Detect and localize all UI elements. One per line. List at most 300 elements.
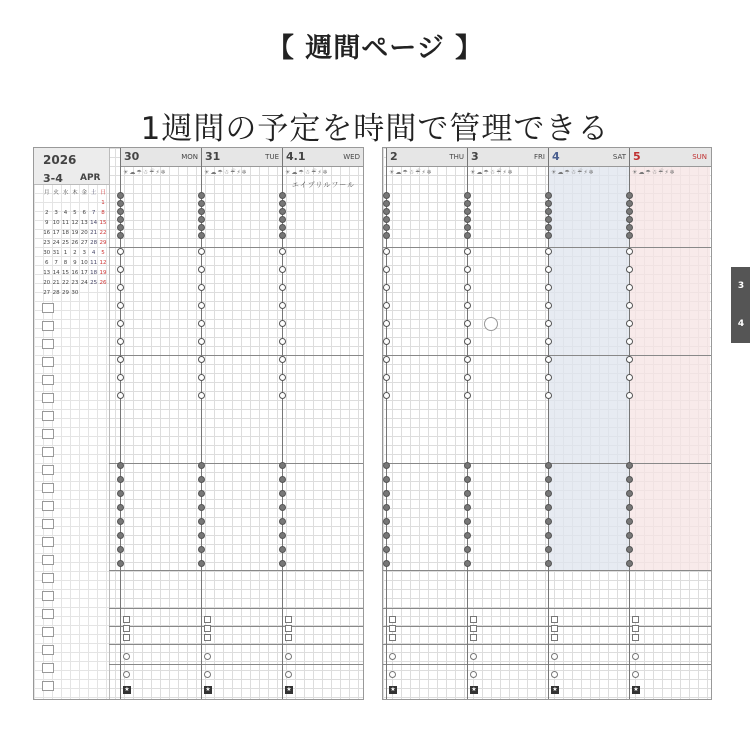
hour-marker	[117, 392, 124, 399]
day-number: 5	[633, 150, 641, 163]
hour-marker	[464, 320, 471, 327]
mini-calendar-day: 16	[43, 230, 51, 236]
hour-marker	[198, 532, 205, 539]
todo-checkbox[interactable]	[42, 321, 54, 331]
day-number: 31	[205, 150, 221, 163]
mood-face-icon[interactable]	[632, 625, 639, 632]
hour-marker	[198, 476, 205, 483]
hour-marker	[545, 224, 552, 231]
sidebar-header	[34, 148, 109, 185]
mood-face-icon[interactable]	[632, 616, 639, 623]
mini-calendar-day: 17	[80, 270, 88, 276]
todo-checkbox[interactable]	[42, 627, 54, 637]
mini-calendar-day: 15	[61, 270, 69, 276]
hour-marker	[626, 224, 633, 231]
todo-checkbox[interactable]	[42, 555, 54, 565]
hour-marker	[198, 224, 205, 231]
mini-calendar-week	[42, 278, 108, 288]
mini-calendar-day: 12	[99, 260, 107, 266]
weather-icons: ☀☁☂☃☔⚡❄	[285, 169, 329, 176]
mini-calendar-day: 18	[90, 270, 98, 276]
hour-marker	[626, 232, 633, 239]
weather-icons: ☀☁☂☃☔⚡❄	[470, 169, 514, 176]
mini-calendar-week	[42, 288, 108, 298]
day-name: THU	[449, 153, 464, 161]
day-column-sun[interactable]	[629, 148, 711, 699]
hour-marker	[117, 504, 124, 511]
hour-marker	[117, 476, 124, 483]
circle-marker-icon[interactable]	[470, 671, 477, 678]
hour-marker	[198, 232, 205, 239]
mood-face-icon[interactable]	[285, 616, 292, 623]
circle-marker-icon[interactable]	[389, 653, 396, 660]
day-number: 2	[390, 150, 398, 163]
day-number: 4.1	[286, 150, 306, 163]
hour-marker	[198, 266, 205, 273]
hour-marker	[545, 476, 552, 483]
hour-marker	[464, 392, 471, 399]
circle-marker-icon[interactable]	[123, 653, 130, 660]
hour-marker	[279, 338, 286, 345]
hour-marker	[198, 546, 205, 553]
mood-face-icon[interactable]	[389, 634, 396, 641]
year-label: 2026	[43, 153, 77, 167]
mini-calendar-day	[89, 288, 98, 298]
circle-marker-icon[interactable]	[389, 671, 396, 678]
hour-marker	[464, 302, 471, 309]
mini-calendar-weekday: 月	[43, 190, 50, 196]
mini-calendar-day: 9	[44, 220, 49, 226]
day-column-tue[interactable]	[201, 148, 283, 699]
hour-marker	[626, 284, 633, 291]
mini-calendar-day: 17	[52, 230, 60, 236]
mini-calendar-week	[42, 218, 108, 228]
hour-marker	[198, 374, 205, 381]
hour-marker	[545, 266, 552, 273]
day-name: SAT	[612, 153, 626, 161]
mood-face-icon[interactable]	[389, 625, 396, 632]
mini-calendar-day: 9	[73, 260, 77, 266]
hour-marker	[279, 532, 286, 539]
hour-marker	[545, 232, 552, 239]
hour-marker	[279, 320, 286, 327]
hour-marker	[383, 462, 390, 469]
todo-checkbox[interactable]	[42, 501, 54, 511]
hour-marker	[545, 356, 552, 363]
hour-marker	[383, 392, 390, 399]
hour-marker	[117, 338, 124, 345]
mini-calendar-day	[42, 198, 51, 208]
month-tab-4[interactable]: 4	[731, 305, 750, 343]
hour-marker	[626, 248, 633, 255]
day-column-wed[interactable]	[282, 148, 364, 699]
star-icon: ★	[552, 686, 558, 693]
hour-marker	[626, 490, 633, 497]
todo-checkbox[interactable]	[42, 339, 54, 349]
mood-face-icon[interactable]	[123, 616, 130, 623]
hour-marker	[117, 284, 124, 291]
hour-marker	[198, 490, 205, 497]
hour-marker	[117, 546, 124, 553]
hour-marker	[464, 490, 471, 497]
mini-calendar-day: 14	[52, 270, 60, 276]
mini-calendar-weekday: 土	[90, 190, 97, 196]
hour-marker	[198, 248, 205, 255]
hour-marker	[464, 504, 471, 511]
hour-marker	[383, 356, 390, 363]
hour-marker	[464, 338, 471, 345]
hour-marker	[464, 284, 471, 291]
mini-calendar-day: 29	[61, 290, 69, 296]
circle-marker-icon[interactable]	[204, 671, 211, 678]
star-icon: ★	[124, 686, 130, 693]
hour-marker	[383, 216, 390, 223]
circle-marker-icon[interactable]	[470, 653, 477, 660]
hour-marker	[383, 266, 390, 273]
circle-marker-icon[interactable]	[551, 671, 558, 678]
hour-marker	[279, 232, 286, 239]
mood-face-icon[interactable]	[632, 634, 639, 641]
mini-calendar-week	[42, 238, 108, 248]
hour-marker	[545, 532, 552, 539]
hour-marker	[117, 462, 124, 469]
day-header	[468, 148, 549, 167]
weather-icons: ☀☁☂☃☔⚡❄	[389, 169, 433, 176]
hour-marker	[383, 518, 390, 525]
mood-face-icon[interactable]	[470, 634, 477, 641]
mini-calendar	[42, 188, 108, 298]
week-range-label: 3-4	[43, 172, 63, 185]
hour-marker	[464, 248, 471, 255]
day-header	[202, 148, 283, 167]
mood-face-icon[interactable]	[204, 616, 211, 623]
todo-checkbox[interactable]	[42, 681, 54, 691]
mini-calendar-week	[42, 228, 108, 238]
mood-face-icon[interactable]	[204, 625, 211, 632]
hour-marker	[117, 224, 124, 231]
day-column-thu[interactable]	[386, 148, 468, 699]
circle-marker-icon[interactable]	[632, 671, 639, 678]
weather-icons: ☀☁☂☃☔⚡❄	[632, 169, 676, 176]
todo-checkbox[interactable]	[42, 519, 54, 529]
hour-marker	[279, 208, 286, 215]
hour-marker	[198, 462, 205, 469]
day-header	[283, 148, 364, 167]
hour-marker	[464, 532, 471, 539]
mini-calendar-day: 16	[71, 270, 79, 276]
mini-calendar-day	[80, 198, 89, 208]
mini-calendar-day: 25	[61, 240, 69, 246]
hour-marker	[383, 284, 390, 291]
hour-marker	[464, 518, 471, 525]
mini-calendar-day: 22	[61, 280, 69, 286]
todo-checkbox[interactable]	[42, 357, 54, 367]
day-header	[121, 148, 202, 167]
hour-marker	[545, 208, 552, 215]
day-header	[630, 148, 711, 167]
hour-marker	[279, 518, 286, 525]
mini-calendar-day	[80, 288, 89, 298]
hour-marker	[279, 392, 286, 399]
mini-calendar-weekday: 水	[62, 190, 69, 196]
hour-marker	[545, 392, 552, 399]
hour-marker	[117, 374, 124, 381]
weather-icons: ☀☁☂☃☔⚡❄	[123, 169, 167, 176]
mini-calendar-day: 30	[43, 250, 51, 256]
hour-marker	[545, 320, 552, 327]
todo-checkbox[interactable]	[42, 591, 54, 601]
right-page	[382, 147, 712, 700]
mini-calendar-weekday: 火	[53, 190, 59, 196]
mood-face-icon[interactable]	[551, 616, 558, 623]
hour-marker	[464, 266, 471, 273]
mini-calendar-day: 2	[44, 210, 49, 216]
mini-calendar-week	[42, 268, 108, 278]
mini-calendar-weekdays	[42, 188, 108, 198]
day-number: 30	[124, 150, 140, 163]
hour-marker	[279, 504, 286, 511]
hour-marker	[198, 504, 205, 511]
hour-marker	[626, 192, 633, 199]
todo-checkbox[interactable]	[42, 645, 54, 655]
day-number: 3	[471, 150, 479, 163]
mini-calendar-week	[42, 248, 108, 258]
hour-marker	[545, 560, 552, 567]
todo-checkbox[interactable]	[42, 447, 54, 457]
todo-checkbox[interactable]	[42, 303, 54, 313]
hour-marker	[464, 374, 471, 381]
hour-marker	[279, 266, 286, 273]
day-header	[549, 148, 630, 167]
hour-marker	[198, 208, 205, 215]
todo-checkbox[interactable]	[42, 465, 54, 475]
mood-face-icon[interactable]	[470, 616, 477, 623]
hour-marker	[198, 560, 205, 567]
mood-face-icon[interactable]	[285, 625, 292, 632]
circle-marker-icon[interactable]	[204, 653, 211, 660]
circle-marker-icon[interactable]	[285, 653, 292, 660]
mood-face-icon[interactable]	[389, 616, 396, 623]
mood-face-icon[interactable]	[204, 634, 211, 641]
hour-marker	[626, 208, 633, 215]
hour-marker	[545, 504, 552, 511]
hour-marker	[117, 192, 124, 199]
month-tab-3[interactable]: 3	[731, 267, 750, 305]
mini-calendar-day: 4	[63, 210, 68, 216]
day-number: 4	[552, 150, 560, 163]
weather-icons: ☀☁☂☃☔⚡❄	[551, 169, 595, 176]
mini-calendar-day: 21	[90, 230, 98, 236]
star-icon: ★	[390, 686, 396, 693]
hour-marker	[279, 192, 286, 199]
todo-checkbox[interactable]	[42, 375, 54, 385]
day-header	[387, 148, 468, 167]
mini-calendar-day: 8	[63, 260, 68, 266]
hour-marker	[626, 216, 633, 223]
hour-marker	[545, 284, 552, 291]
hour-marker	[626, 532, 633, 539]
hour-marker	[198, 200, 205, 207]
month-label: APR	[80, 173, 101, 183]
mini-calendar-day: 31	[52, 250, 60, 256]
star-icon: ★	[471, 686, 477, 693]
hour-marker	[626, 338, 633, 345]
hour-marker	[117, 200, 124, 207]
mini-calendar-day: 10	[52, 220, 60, 226]
hour-marker	[279, 374, 286, 381]
mini-calendar-day: 13	[43, 270, 51, 276]
circle-marker-icon[interactable]	[632, 653, 639, 660]
mini-calendar-day: 1	[101, 200, 105, 206]
hour-marker	[117, 356, 124, 363]
mini-calendar-day: 11	[90, 260, 98, 266]
hour-marker	[117, 248, 124, 255]
mini-calendar-day: 26	[71, 240, 79, 246]
hour-marker	[117, 490, 124, 497]
hour-marker	[464, 462, 471, 469]
hour-marker	[464, 224, 471, 231]
mini-calendar-day: 24	[80, 280, 88, 286]
hour-marker	[279, 356, 286, 363]
hour-marker	[383, 208, 390, 215]
hour-marker	[464, 356, 471, 363]
mood-face-icon[interactable]	[123, 625, 130, 632]
mini-calendar-day: 7	[54, 260, 58, 266]
mini-calendar-weekday: 木	[72, 190, 78, 196]
star-icon: ★	[633, 686, 639, 693]
day-name: TUE	[265, 153, 279, 161]
hour-marker	[198, 302, 205, 309]
todo-checkbox[interactable]	[42, 537, 54, 547]
sidebar	[34, 148, 110, 699]
mini-calendar-day: 15	[99, 220, 107, 226]
mini-calendar-day	[98, 288, 107, 298]
planner-spread	[33, 147, 745, 700]
hour-marker	[545, 518, 552, 525]
todo-checkbox[interactable]	[42, 393, 54, 403]
hour-marker	[198, 356, 205, 363]
mini-calendar-day: 25	[90, 280, 98, 286]
todo-checkbox[interactable]	[42, 429, 54, 439]
hour-marker	[198, 192, 205, 199]
todo-checkbox[interactable]	[42, 411, 54, 421]
circle-marker-icon[interactable]	[551, 653, 558, 660]
hour-marker	[279, 560, 286, 567]
mini-calendar-day: 23	[71, 280, 79, 286]
hour-marker	[545, 338, 552, 345]
mini-calendar-day: 6	[44, 260, 49, 266]
mini-calendar-day: 20	[80, 230, 88, 236]
hour-marker	[545, 374, 552, 381]
mini-calendar-day: 14	[90, 220, 98, 226]
hour-marker	[626, 374, 633, 381]
mini-calendar-day: 11	[61, 220, 69, 226]
day-column-sat[interactable]	[548, 148, 630, 699]
todo-checkbox[interactable]	[42, 663, 54, 673]
day-column-fri[interactable]	[467, 148, 549, 699]
hour-marker	[198, 320, 205, 327]
hour-marker	[279, 490, 286, 497]
mini-calendar-day: 3	[54, 210, 58, 216]
hour-marker	[545, 192, 552, 199]
mini-calendar-day: 23	[43, 240, 51, 246]
hour-marker	[626, 560, 633, 567]
mini-calendar-day: 22	[99, 230, 107, 236]
hour-marker	[198, 216, 205, 223]
mini-calendar-day: 1	[63, 250, 68, 256]
circle-marker-icon[interactable]	[123, 671, 130, 678]
hour-marker	[464, 546, 471, 553]
left-page	[33, 147, 364, 700]
hour-marker	[545, 490, 552, 497]
todo-checkbox[interactable]	[42, 483, 54, 493]
mini-calendar-day: 28	[52, 290, 60, 296]
mood-face-icon[interactable]	[123, 634, 130, 641]
mood-face-icon[interactable]	[470, 625, 477, 632]
hour-marker	[198, 392, 205, 399]
mini-calendar-day: 10	[80, 260, 88, 266]
hour-marker	[383, 490, 390, 497]
mood-face-icon[interactable]	[551, 625, 558, 632]
hour-marker	[383, 302, 390, 309]
hour-marker	[545, 200, 552, 207]
mood-face-icon[interactable]	[285, 634, 292, 641]
hour-marker	[383, 200, 390, 207]
todo-checkbox[interactable]	[42, 609, 54, 619]
mini-calendar-day	[89, 198, 98, 208]
hour-marker	[626, 302, 633, 309]
mini-calendar-day: 5	[73, 210, 77, 216]
hour-marker	[383, 560, 390, 567]
star-icon: ★	[286, 686, 292, 693]
hour-marker	[626, 518, 633, 525]
hour-marker	[198, 338, 205, 345]
hour-marker	[383, 476, 390, 483]
hour-marker	[383, 232, 390, 239]
hour-marker	[117, 208, 124, 215]
mini-calendar-day: 4	[91, 250, 96, 256]
hour-marker	[545, 216, 552, 223]
binding-ring-icon	[484, 317, 498, 331]
day-column-mon[interactable]	[120, 148, 202, 699]
circle-marker-icon[interactable]	[285, 671, 292, 678]
hour-marker	[383, 504, 390, 511]
mini-calendar-day: 21	[52, 280, 60, 286]
todo-checkbox[interactable]	[42, 573, 54, 583]
mini-calendar-week	[42, 258, 108, 268]
mini-calendar-day: 13	[80, 220, 88, 226]
mini-calendar-day: 27	[43, 290, 51, 296]
mini-calendar-day: 2	[73, 250, 77, 256]
mood-face-icon[interactable]	[551, 634, 558, 641]
hour-marker	[279, 248, 286, 255]
mini-calendar-day: 12	[71, 220, 79, 226]
hour-marker	[383, 224, 390, 231]
hour-marker	[383, 338, 390, 345]
event-label: エイプリルフール	[291, 181, 356, 189]
hour-marker	[383, 374, 390, 381]
mini-calendar-day: 3	[82, 250, 86, 256]
hour-marker	[279, 224, 286, 231]
hour-marker	[117, 532, 124, 539]
hour-marker	[117, 518, 124, 525]
page-heading: 【 週間ページ 】	[266, 33, 484, 64]
mini-calendar-day: 24	[52, 240, 60, 246]
star-icon: ★	[205, 686, 211, 693]
page-subheading: 1週間の予定を時間で管理できる	[140, 111, 610, 147]
hour-marker	[198, 284, 205, 291]
mini-calendar-day	[70, 198, 79, 208]
